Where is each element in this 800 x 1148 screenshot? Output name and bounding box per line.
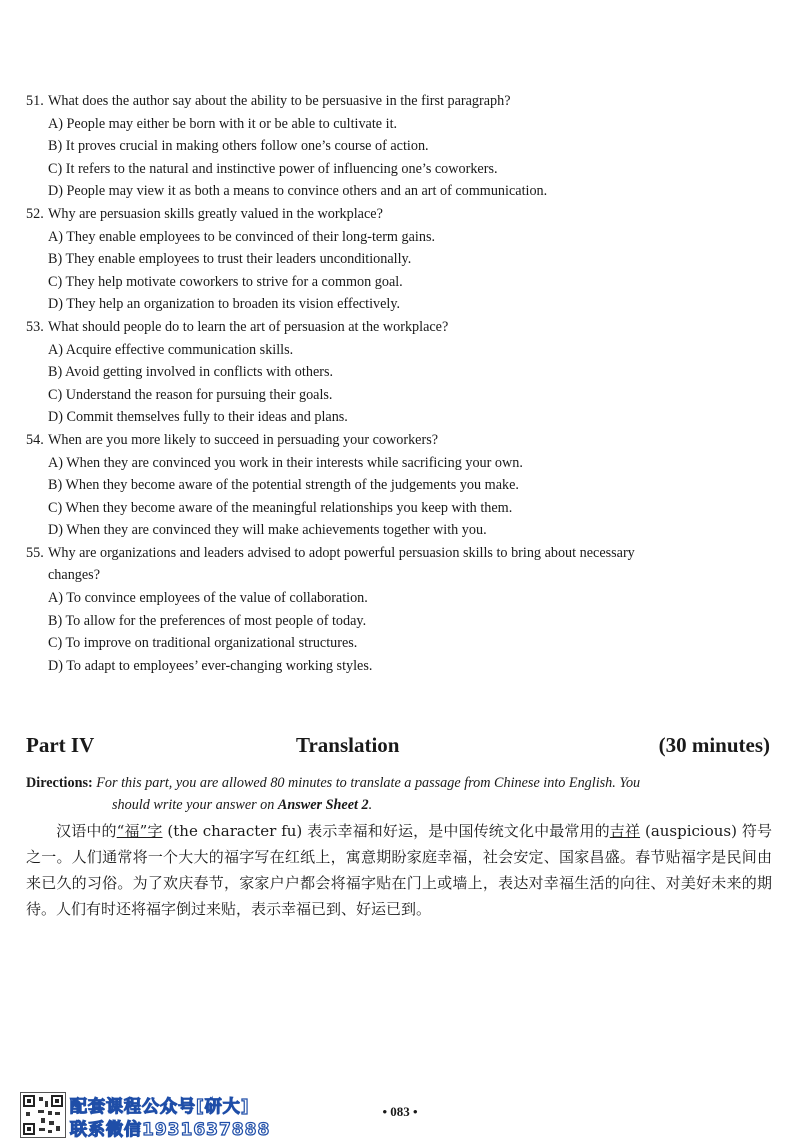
question-text: Why are persuasion skills greatly valued in the workplace? — [48, 205, 383, 222]
question-55 — [26, 542, 776, 587]
watermark-line-2: 联系微信1931637888 — [70, 1120, 271, 1140]
questions-section — [26, 90, 776, 677]
question-number: 54. — [26, 431, 44, 448]
part-title: Translation — [296, 733, 400, 757]
option-55-b: B) To allow for the preferences of most people of today. — [48, 612, 367, 629]
question-54 — [26, 429, 776, 452]
question-53 — [26, 316, 776, 339]
passage-part-2: (the character fu) 表示幸福和好运，是中国传统文化中最常用的 — [162, 822, 610, 840]
directions-line1: For this part, you are allowed 80 minutes to translate a passage from Chinese into English. You — [96, 775, 641, 791]
question-number: 55. — [26, 544, 44, 561]
question-number: 52. — [26, 205, 44, 222]
option-54-b: B) When they become aware of the potential strength of the judgements you make. — [48, 477, 519, 494]
part-header — [26, 733, 770, 763]
passage-part-1: 汉语中的 — [56, 822, 117, 840]
option-53-c: C) Understand the reason for pursuing their goals. — [48, 386, 333, 403]
option-54-a: A) When they are convinced you work in their interests while sacrificing your own. — [48, 454, 523, 471]
option-51-c: C) It refers to the natural and instinctive power of influencing one’s coworkers. — [48, 160, 498, 177]
part-label: Part IV — [26, 733, 95, 757]
directions-line2-end: . — [368, 797, 373, 813]
option-55-a: A) To convince employees of the value of collaboration. — [48, 590, 368, 607]
question-51 — [26, 90, 776, 113]
part-time: (30 minutes) — [658, 733, 770, 757]
translation-passage — [26, 818, 772, 922]
passage-part-3: (auspicious) 符号之一。人们通常将一个大大的福字写在红纸上，寓意期盼家庭幸福，社会安定、国家昌盛。春节贴福字是民间由来已久的习俗。为了欢庆春节，家家户户都会将福字贴在门上或墙上，表达对幸福生活的向往、对美好未来的期待。人们有时还将福字倒过来贴，表示幸福已到、好运已到。 — [26, 822, 772, 918]
passage-underlined-fu: “福”字 — [116, 822, 163, 840]
question-number: 51. — [26, 93, 44, 109]
option-52-d: D) They help an organization to broaden its vision effectively. — [48, 296, 401, 313]
question-text: What does the author say about the ability to be persuasive in the first paragraph? — [48, 93, 511, 109]
qr-code-icon — [20, 1092, 66, 1138]
question-number: 53. — [26, 318, 44, 335]
question-text-line1: Why are organizations and leaders advised to adopt powerful persuasion skills to bring about necessary — [48, 544, 635, 561]
question-text-line2: changes? — [48, 567, 100, 584]
directions-line2-text: should write your answer on — [112, 797, 278, 813]
option-55-d: D) To adapt to employees’ ever-changing working styles. — [48, 657, 373, 674]
watermark-line-1: 配套课程公众号[研大] — [70, 1097, 250, 1117]
question-text: When are you more likely to succeed in persuading your coworkers? — [48, 431, 439, 448]
option-53-d: D) Commit themselves fully to their ideas and plans. — [48, 409, 348, 426]
directions-label: Directions: — [26, 775, 93, 791]
option-53-a: A) Acquire effective communication skills. — [48, 341, 294, 358]
option-55-c: C) To improve on traditional organizational structures. — [48, 635, 358, 652]
directions — [26, 772, 776, 816]
option-53-b: B) Avoid getting involved in conflicts with others. — [48, 364, 334, 381]
directions-line2 — [26, 794, 776, 816]
question-52 — [26, 203, 776, 226]
option-51-a: A) People may either be born with it or be able to cultivate it. — [48, 115, 398, 132]
option-54-c: C) When they become aware of the meaningful relationships you keep with them. — [48, 499, 513, 516]
passage-underlined-jixiang: 吉祥 — [609, 822, 641, 840]
option-51-d: D) People may view it as both a means to convince others and an art of communication. — [48, 183, 548, 200]
option-54-d: D) When they are convinced they will make achievements together with you. — [48, 522, 487, 539]
watermark — [20, 1090, 320, 1140]
question-text: What should people do to learn the art of persuasion at the workplace? — [48, 318, 449, 335]
option-52-c: C) They help motivate coworkers to strive for a common goal. — [48, 273, 403, 290]
option-52-b: B) They enable employees to trust their leaders unconditionally. — [48, 251, 412, 268]
page-number: • 083 • — [382, 1104, 418, 1119]
answer-sheet-ref: Answer Sheet 2 — [277, 797, 369, 813]
option-52-a: A) They enable employees to be convinced of their long-term gains. — [48, 228, 436, 245]
option-51-b: B) It proves crucial in making others follow one’s course of action. — [48, 138, 429, 155]
